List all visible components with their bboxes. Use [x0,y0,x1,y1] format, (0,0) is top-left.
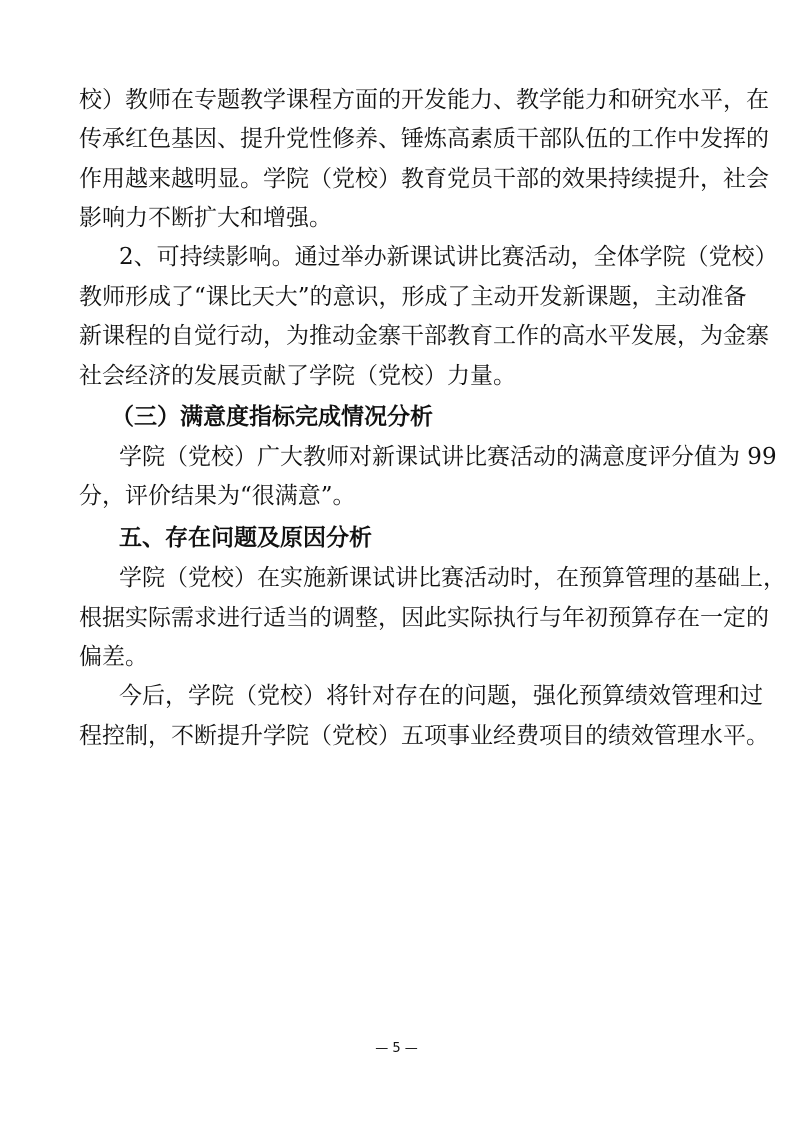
paragraph-line: 作用越来越明显。学院（党校）教育党员干部的效果持续提升，社会 [79,166,769,192]
paragraph-line: 分，评价结果为“很满意”。 [79,483,356,509]
section-heading: （三）满意度指标完成情况分析 [111,404,433,430]
paragraph-line: 今后，学院（党校）将针对存在的问题，强化预算绩效管理和过 [119,683,763,709]
paragraph-line: 社会经济的发展贡献了学院（党校）力量。 [79,363,516,389]
section-heading: 五、存在问题及原因分析 [119,525,372,551]
paragraph-line: 学院（党校）在实施新课试讲比赛活动时，在预算管理的基础上， [119,565,786,591]
paragraph-line: 新课程的自觉行动，为推动金寨干部教育工作的高水平发展，为金寨 [79,323,769,349]
page-number: — 5 — [375,1041,418,1056]
paragraph-line: 2、可持续影响。通过举办新课试讲比赛活动，全体学院（党校） [119,244,778,270]
paragraph-line: 校）教师在专题教学课程方面的开发能力、教学能力和研究水平，在 [79,87,769,113]
paragraph-line: 影响力不断扩大和增强。 [79,205,332,231]
paragraph-line: 根据实际需求进行适当的调整，因此实际执行与年初预算存在一定的 [79,605,769,631]
paragraph-line: 学院（党校）广大教师对新课试讲比赛活动的满意度评分值为 99 [119,444,777,470]
paragraph-line: 传承红色基因、提升党性修养、锤炼高素质干部队伍的工作中发挥的 [79,126,769,152]
paragraph-line: 偏差。 [79,644,148,670]
paragraph-line: 教师形成了“课比天大”的意识，形成了主动开发新课题，主动准备 [79,284,747,310]
paragraph-line: 程控制，不断提升学院（党校）五项事业经费项目的绩效管理水平。 [79,723,769,749]
